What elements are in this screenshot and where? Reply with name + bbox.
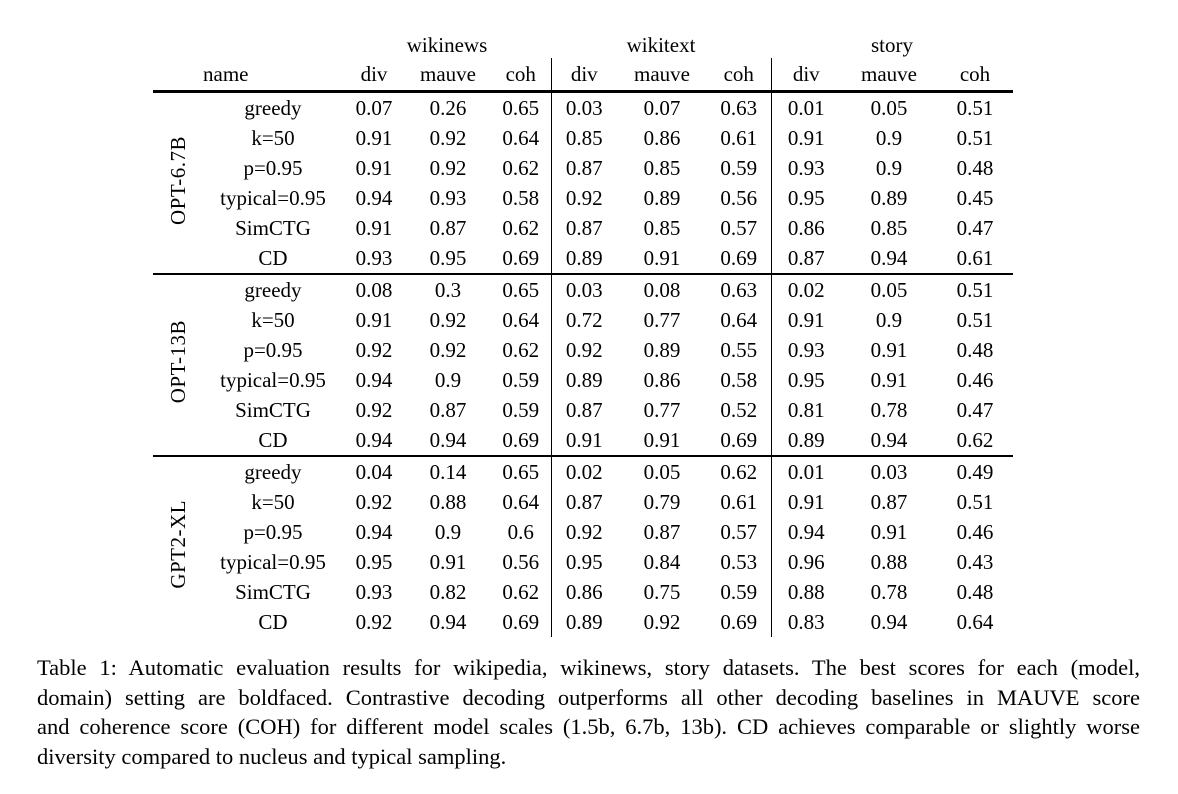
metric-value: 0.86 bbox=[551, 577, 617, 607]
table-row bbox=[153, 547, 1013, 577]
metric-value: 0.49 bbox=[956, 459, 994, 484]
metric-value: 0.94 bbox=[355, 427, 393, 452]
metric-value: 0.92 bbox=[643, 609, 681, 634]
metric-value: 0.46 bbox=[956, 519, 994, 544]
metric-value: 0.02 bbox=[551, 456, 617, 487]
column-header-coh: coh bbox=[491, 58, 551, 92]
metric-value: 0.87 bbox=[551, 395, 617, 425]
metric-value: 0.62 bbox=[502, 155, 540, 180]
metric-value: 0.61 bbox=[720, 125, 758, 150]
metric-value: 0.95 bbox=[771, 183, 841, 213]
metric-value: 0.62 bbox=[502, 215, 540, 240]
metric-value: 0.64 bbox=[502, 489, 540, 514]
metric-value: 0.95 bbox=[771, 365, 841, 395]
metric-value: 0.05 bbox=[870, 277, 908, 302]
metric-value: 0.94 bbox=[870, 609, 908, 634]
metric-value: 0.46 bbox=[956, 367, 994, 392]
metric-value: 0.48 bbox=[956, 155, 994, 180]
metric-value: 0.91 bbox=[643, 427, 681, 452]
metric-value: 0.61 bbox=[720, 489, 758, 514]
table-row bbox=[153, 153, 1013, 183]
column-header-name: name bbox=[203, 58, 343, 92]
metric-value: 0.78 bbox=[870, 579, 908, 604]
model-label bbox=[153, 456, 203, 637]
row-name: k=50 bbox=[251, 125, 295, 150]
metric-value: 0.95 bbox=[355, 549, 393, 574]
metric-value: 0.51 bbox=[956, 307, 994, 332]
table-caption bbox=[37, 653, 1140, 771]
metric-value: 0.91 bbox=[355, 125, 393, 150]
row-name: greedy bbox=[244, 277, 302, 302]
metric-value: 0.69 bbox=[502, 427, 540, 452]
metric-value: 0.92 bbox=[429, 307, 467, 332]
metric-value: 0.69 bbox=[502, 245, 540, 270]
metric-value: 0.52 bbox=[720, 397, 758, 422]
metric-value: 0.51 bbox=[956, 95, 994, 120]
metric-value: 0.9 bbox=[434, 367, 462, 392]
dataset-group-header: story bbox=[871, 33, 913, 57]
table-row bbox=[153, 274, 1013, 305]
metric-value: 0.89 bbox=[643, 337, 681, 362]
metric-value: 0.26 bbox=[429, 95, 467, 120]
metric-value: 0.91 bbox=[870, 367, 908, 392]
metric-value: 0.91 bbox=[870, 337, 908, 362]
column-header-mauve: mauve bbox=[617, 58, 707, 92]
metric-value: 0.82 bbox=[429, 579, 467, 604]
metric-value: 0.07 bbox=[355, 95, 393, 120]
metric-value: 0.62 bbox=[956, 427, 994, 452]
metric-value: 0.91 bbox=[771, 487, 841, 517]
metric-value: 0.94 bbox=[870, 245, 908, 270]
metric-value: 0.94 bbox=[429, 427, 467, 452]
metric-value: 0.92 bbox=[355, 489, 393, 514]
metric-value: 0.96 bbox=[771, 547, 841, 577]
metric-value: 0.45 bbox=[956, 185, 994, 210]
metric-value: 0.91 bbox=[643, 245, 681, 270]
metric-value: 0.65 bbox=[502, 277, 540, 302]
metric-value: 0.05 bbox=[870, 95, 908, 120]
metric-value: 0.65 bbox=[502, 459, 540, 484]
metric-value: 0.92 bbox=[355, 337, 393, 362]
metric-value: 0.72 bbox=[551, 305, 617, 335]
column-header-div: div bbox=[343, 58, 405, 92]
model-section-OPT-13B bbox=[153, 274, 1013, 456]
metric-value: 0.85 bbox=[643, 155, 681, 180]
metric-value: 0.61 bbox=[956, 245, 994, 270]
metric-value: 0.89 bbox=[551, 365, 617, 395]
dataset-group-header: wikitext bbox=[626, 33, 696, 57]
column-header-div: div bbox=[771, 58, 841, 92]
metric-value: 0.62 bbox=[720, 459, 758, 484]
metric-value: 0.07 bbox=[643, 95, 681, 120]
caption-line: Table 1: Automatic evaluation results for wikipedia, wikinews, story datasets. The best scores for each (model, bbox=[37, 655, 1140, 680]
row-name: typical=0.95 bbox=[220, 185, 326, 210]
metric-value: 0.69 bbox=[720, 609, 758, 634]
metric-value: 0.92 bbox=[355, 397, 393, 422]
metric-value: 0.9 bbox=[875, 155, 903, 180]
column-header-mauve: mauve bbox=[405, 58, 491, 92]
metric-value: 0.89 bbox=[551, 243, 617, 274]
caption-line: and coherence score (COH) for different model scales (1.5b, 6.7b, 13b). CD achieves comparable or slightly worse bbox=[37, 714, 1140, 739]
caption-line: diversity compared to nucleus and typical sampling. bbox=[37, 743, 507, 769]
metric-value: 0.47 bbox=[956, 215, 994, 240]
metric-value: 0.92 bbox=[429, 125, 467, 150]
metric-value: 0.01 bbox=[771, 456, 841, 487]
table-row bbox=[153, 425, 1013, 456]
group-header-spacer bbox=[153, 30, 343, 58]
metric-value: 0.91 bbox=[429, 549, 467, 574]
table-row bbox=[153, 577, 1013, 607]
metric-value: 0.05 bbox=[643, 459, 681, 484]
metric-value: 0.92 bbox=[551, 335, 617, 365]
table-header bbox=[153, 30, 1013, 92]
metric-value: 0.87 bbox=[551, 213, 617, 243]
metric-value: 0.77 bbox=[643, 307, 681, 332]
metric-value: 0.92 bbox=[429, 337, 467, 362]
metric-value: 0.77 bbox=[643, 397, 681, 422]
metric-value: 0.93 bbox=[771, 153, 841, 183]
metric-value: 0.57 bbox=[720, 215, 758, 240]
metric-value: 0.51 bbox=[956, 489, 994, 514]
metric-value: 0.43 bbox=[956, 549, 994, 574]
row-name: k=50 bbox=[251, 307, 295, 332]
metric-value: 0.03 bbox=[551, 92, 617, 124]
metric-value: 0.94 bbox=[429, 609, 467, 634]
metric-value: 0.02 bbox=[771, 274, 841, 305]
metric-value: 0.69 bbox=[502, 609, 540, 634]
metric-value: 0.64 bbox=[956, 609, 994, 634]
metric-value: 0.87 bbox=[870, 489, 908, 514]
metric-value: 0.9 bbox=[434, 519, 462, 544]
metric-value: 0.84 bbox=[643, 549, 681, 574]
metric-value: 0.85 bbox=[870, 215, 908, 240]
metric-value: 0.93 bbox=[429, 185, 467, 210]
model-label-text: GPT2-XL bbox=[165, 499, 190, 589]
metric-value: 0.89 bbox=[870, 185, 908, 210]
metric-value: 0.59 bbox=[502, 367, 540, 392]
metric-value: 0.14 bbox=[429, 459, 467, 484]
metric-value: 0.88 bbox=[429, 489, 467, 514]
table-row bbox=[153, 183, 1013, 213]
metric-value: 0.91 bbox=[355, 215, 393, 240]
metric-value: 0.63 bbox=[720, 95, 758, 120]
metric-value: 0.78 bbox=[870, 397, 908, 422]
table-row bbox=[153, 123, 1013, 153]
model-label bbox=[153, 274, 203, 456]
column-header-coh: coh bbox=[937, 58, 1013, 92]
metric-value: 0.55 bbox=[720, 337, 758, 362]
metric-value: 0.88 bbox=[870, 549, 908, 574]
metric-value: 0.93 bbox=[355, 579, 393, 604]
row-name: SimCTG bbox=[235, 215, 311, 240]
table-row bbox=[153, 305, 1013, 335]
metric-value: 0.58 bbox=[720, 367, 758, 392]
row-name: SimCTG bbox=[235, 579, 311, 604]
metric-value: 0.01 bbox=[771, 92, 841, 124]
metric-value: 0.48 bbox=[956, 579, 994, 604]
metric-value: 0.86 bbox=[643, 125, 681, 150]
model-section-GPT2-XL bbox=[153, 456, 1013, 637]
model-label bbox=[153, 92, 203, 275]
metric-value: 0.92 bbox=[429, 155, 467, 180]
model-label-text: OPT-6.7B bbox=[165, 135, 190, 225]
table-row bbox=[153, 365, 1013, 395]
metric-value: 0.62 bbox=[502, 579, 540, 604]
model-section-OPT-6.7B bbox=[153, 92, 1013, 275]
metric-value: 0.86 bbox=[643, 367, 681, 392]
metric-value: 0.87 bbox=[551, 487, 617, 517]
model-column-spacer bbox=[153, 58, 203, 92]
column-header-mauve: mauve bbox=[841, 58, 937, 92]
table-row bbox=[153, 456, 1013, 487]
model-label-text: OPT-13B bbox=[165, 320, 190, 404]
metric-value: 0.87 bbox=[551, 153, 617, 183]
metric-value: 0.85 bbox=[551, 123, 617, 153]
metric-value: 0.94 bbox=[355, 367, 393, 392]
caption-line: domain) setting are boldfaced. Contrastive decoding outperforms all other decoding baselines in MAUVE score bbox=[37, 684, 1140, 710]
metric-value: 0.88 bbox=[771, 577, 841, 607]
metric-value: 0.08 bbox=[355, 277, 393, 302]
metric-value: 0.95 bbox=[429, 245, 467, 270]
row-name: greedy bbox=[244, 459, 302, 484]
table-row bbox=[153, 243, 1013, 274]
metric-value: 0.83 bbox=[771, 607, 841, 637]
metric-value: 0.6 bbox=[507, 519, 534, 544]
metric-value: 0.95 bbox=[551, 547, 617, 577]
table-row bbox=[153, 395, 1013, 425]
metric-value: 0.91 bbox=[771, 123, 841, 153]
table-row bbox=[153, 607, 1013, 637]
table-row bbox=[153, 335, 1013, 365]
metric-value: 0.89 bbox=[551, 607, 617, 637]
metric-value: 0.92 bbox=[355, 609, 393, 634]
metric-value: 0.51 bbox=[956, 277, 994, 302]
metric-value: 0.63 bbox=[720, 277, 758, 302]
metric-value: 0.64 bbox=[502, 307, 540, 332]
row-name: CD bbox=[258, 245, 288, 270]
metric-value: 0.89 bbox=[643, 185, 681, 210]
table-row bbox=[153, 92, 1013, 124]
metric-value: 0.69 bbox=[720, 427, 758, 452]
metric-value: 0.91 bbox=[870, 519, 908, 544]
column-header-div: div bbox=[551, 58, 617, 92]
metric-value: 0.9 bbox=[875, 125, 903, 150]
metric-value: 0.91 bbox=[551, 425, 617, 456]
metric-value: 0.08 bbox=[643, 277, 681, 302]
row-name: p=0.95 bbox=[243, 337, 303, 362]
table-row bbox=[153, 213, 1013, 243]
metric-value: 0.75 bbox=[643, 579, 681, 604]
row-name: p=0.95 bbox=[243, 155, 303, 180]
metric-value: 0.87 bbox=[429, 397, 467, 422]
metric-value: 0.87 bbox=[771, 243, 841, 274]
metric-value: 0.51 bbox=[956, 125, 994, 150]
metric-value: 0.56 bbox=[720, 185, 758, 210]
metric-value: 0.62 bbox=[502, 337, 540, 362]
metric-value: 0.87 bbox=[643, 519, 681, 544]
row-name: CD bbox=[258, 427, 288, 452]
metric-value: 0.03 bbox=[551, 274, 617, 305]
metric-value: 0.94 bbox=[355, 519, 393, 544]
dataset-group-header-row bbox=[153, 30, 1013, 58]
metric-value: 0.59 bbox=[720, 155, 758, 180]
table-row bbox=[153, 487, 1013, 517]
column-header-coh: coh bbox=[707, 58, 771, 92]
metric-value: 0.91 bbox=[355, 155, 393, 180]
metric-value: 0.59 bbox=[720, 579, 758, 604]
metric-value: 0.64 bbox=[720, 307, 758, 332]
metric-value: 0.93 bbox=[355, 245, 393, 270]
metric-value: 0.53 bbox=[720, 549, 758, 574]
row-name: typical=0.95 bbox=[220, 367, 326, 392]
metric-value: 0.9 bbox=[875, 307, 903, 332]
metric-value: 0.94 bbox=[355, 185, 393, 210]
metric-value: 0.03 bbox=[870, 459, 908, 484]
metric-value: 0.81 bbox=[771, 395, 841, 425]
metric-value: 0.57 bbox=[720, 519, 758, 544]
metric-value: 0.94 bbox=[870, 427, 908, 452]
row-name: typical=0.95 bbox=[220, 549, 326, 574]
dataset-group-header: wikinews bbox=[406, 33, 488, 57]
row-name: p=0.95 bbox=[243, 519, 303, 544]
row-name: SimCTG bbox=[235, 397, 311, 422]
metric-value: 0.94 bbox=[771, 517, 841, 547]
metric-value: 0.93 bbox=[771, 335, 841, 365]
metric-value: 0.65 bbox=[502, 95, 540, 120]
metric-value: 0.91 bbox=[355, 307, 393, 332]
metric-value: 0.87 bbox=[429, 215, 467, 240]
metric-value: 0.47 bbox=[956, 397, 994, 422]
metric-value: 0.79 bbox=[643, 489, 681, 514]
metric-value: 0.92 bbox=[551, 517, 617, 547]
metric-value: 0.58 bbox=[502, 185, 540, 210]
metric-value: 0.69 bbox=[720, 245, 758, 270]
row-name: greedy bbox=[244, 95, 302, 120]
metric-value: 0.59 bbox=[502, 397, 540, 422]
metric-value: 0.91 bbox=[771, 305, 841, 335]
metric-value: 0.86 bbox=[771, 213, 841, 243]
metric-value: 0.56 bbox=[502, 549, 540, 574]
row-name: k=50 bbox=[251, 489, 295, 514]
metric-value: 0.85 bbox=[643, 215, 681, 240]
metric-value: 0.64 bbox=[502, 125, 540, 150]
column-header-row bbox=[153, 58, 1013, 92]
metric-value: 0.92 bbox=[551, 183, 617, 213]
metric-value: 0.04 bbox=[355, 459, 393, 484]
table-row bbox=[153, 517, 1013, 547]
metric-value: 0.48 bbox=[956, 337, 994, 362]
metric-value: 0.3 bbox=[434, 277, 462, 302]
metric-value: 0.89 bbox=[771, 425, 841, 456]
row-name: CD bbox=[258, 609, 288, 634]
results-table bbox=[153, 30, 1013, 637]
